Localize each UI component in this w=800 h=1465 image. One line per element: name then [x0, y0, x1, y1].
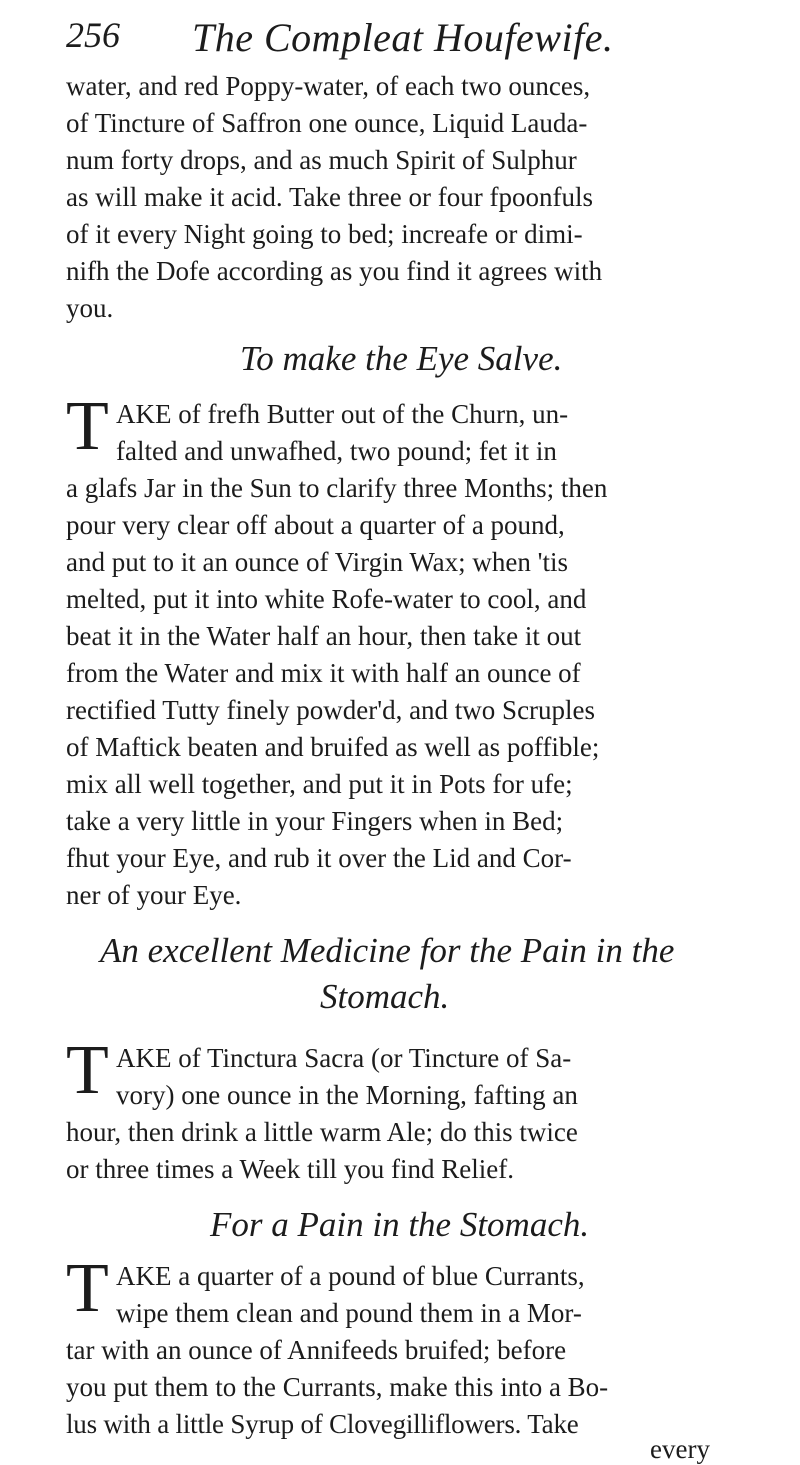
- text-line: rectified Tutty finely powder'd, and two Scruples: [66, 695, 596, 725]
- text-line: wipe them clean and pound them in a Mor-: [116, 1298, 582, 1328]
- text-line: you put them to the Currants, make this into a Bo-: [66, 1372, 609, 1402]
- text-line: AKE of Tinctura Sacra (or Tincture of Sa-: [116, 1043, 572, 1073]
- text-line: beat it in the Water half an hour, then take it out: [66, 621, 582, 651]
- recipe-title: For a Pain in the Stomach.: [210, 1205, 590, 1244]
- text-line: of Maftick beaten and bruifed as well as poffible;: [66, 732, 600, 762]
- catchword: every: [650, 1434, 710, 1464]
- text-line: ner of your Eye.: [66, 880, 242, 910]
- text-line: of Tincture of Saffron one ounce, Liquid Lauda-: [66, 108, 588, 138]
- text-line: tar with an ounce of Annifeeds bruifed; before: [66, 1335, 567, 1365]
- text-line: lus with a little Syrup of Clovegilliflowers. Take: [66, 1409, 579, 1439]
- text-line: or three times a Week till you find Relief.: [66, 1154, 514, 1184]
- text-line: water, and red Poppy-water, of each two ounces,: [66, 71, 591, 101]
- text-line: pour very clear off about a quarter of a pound,: [66, 510, 565, 540]
- text-line: vory) one ounce in the Morning, fafting an: [116, 1080, 578, 1110]
- recipe-title: An excellent Medicine for the Pain in the: [100, 931, 675, 970]
- page-number: 256: [66, 15, 120, 55]
- recipe-title: To make the Eye Salve.: [240, 339, 563, 378]
- text-line: falted and unwafhed, two pound; fet it in: [116, 436, 557, 466]
- drop-cap: T: [66, 1032, 109, 1109]
- drop-cap: T: [66, 388, 109, 465]
- text-line: nifh the Dofe according as you find it agrees with: [66, 256, 603, 286]
- text-line: of it every Night going to bed; increafe or dimi-: [66, 219, 583, 249]
- text-line: AKE a quarter of a pound of blue Currants,: [116, 1261, 585, 1291]
- text-line: as will make it acid. Take three or four fpoonfuls: [66, 182, 593, 212]
- text-line: num forty drops, and as much Spirit of Sulphur: [66, 145, 577, 175]
- drop-cap: T: [66, 1250, 109, 1327]
- text-line: fhut your Eye, and rub it over the Lid and Cor-: [66, 843, 572, 873]
- text-line: you.: [66, 293, 114, 323]
- text-line: mix all well together, and put it in Pots for ufe;: [66, 769, 573, 799]
- page-header: [66, 8, 726, 66]
- text-line: AKE of frefh Butter out of the Churn, un-: [116, 399, 569, 429]
- text-line: take a very little in your Fingers when in Bed;: [66, 806, 564, 836]
- text-line: and put to it an ounce of Virgin Wax; when 'tis: [66, 547, 569, 577]
- text-line: a glafs Jar in the Sun to clarify three Months; then: [66, 473, 608, 503]
- recipe-title-continued: Stomach.: [320, 977, 450, 1016]
- text-line: melted, put it into white Rofe-water to cool, and: [66, 584, 587, 614]
- text-line: hour, then drink a little warm Ale; do this twice: [66, 1117, 578, 1147]
- text-line: from the Water and mix it with half an ounce of: [66, 658, 581, 688]
- running-title: The Compleat Houfewife.: [192, 15, 614, 60]
